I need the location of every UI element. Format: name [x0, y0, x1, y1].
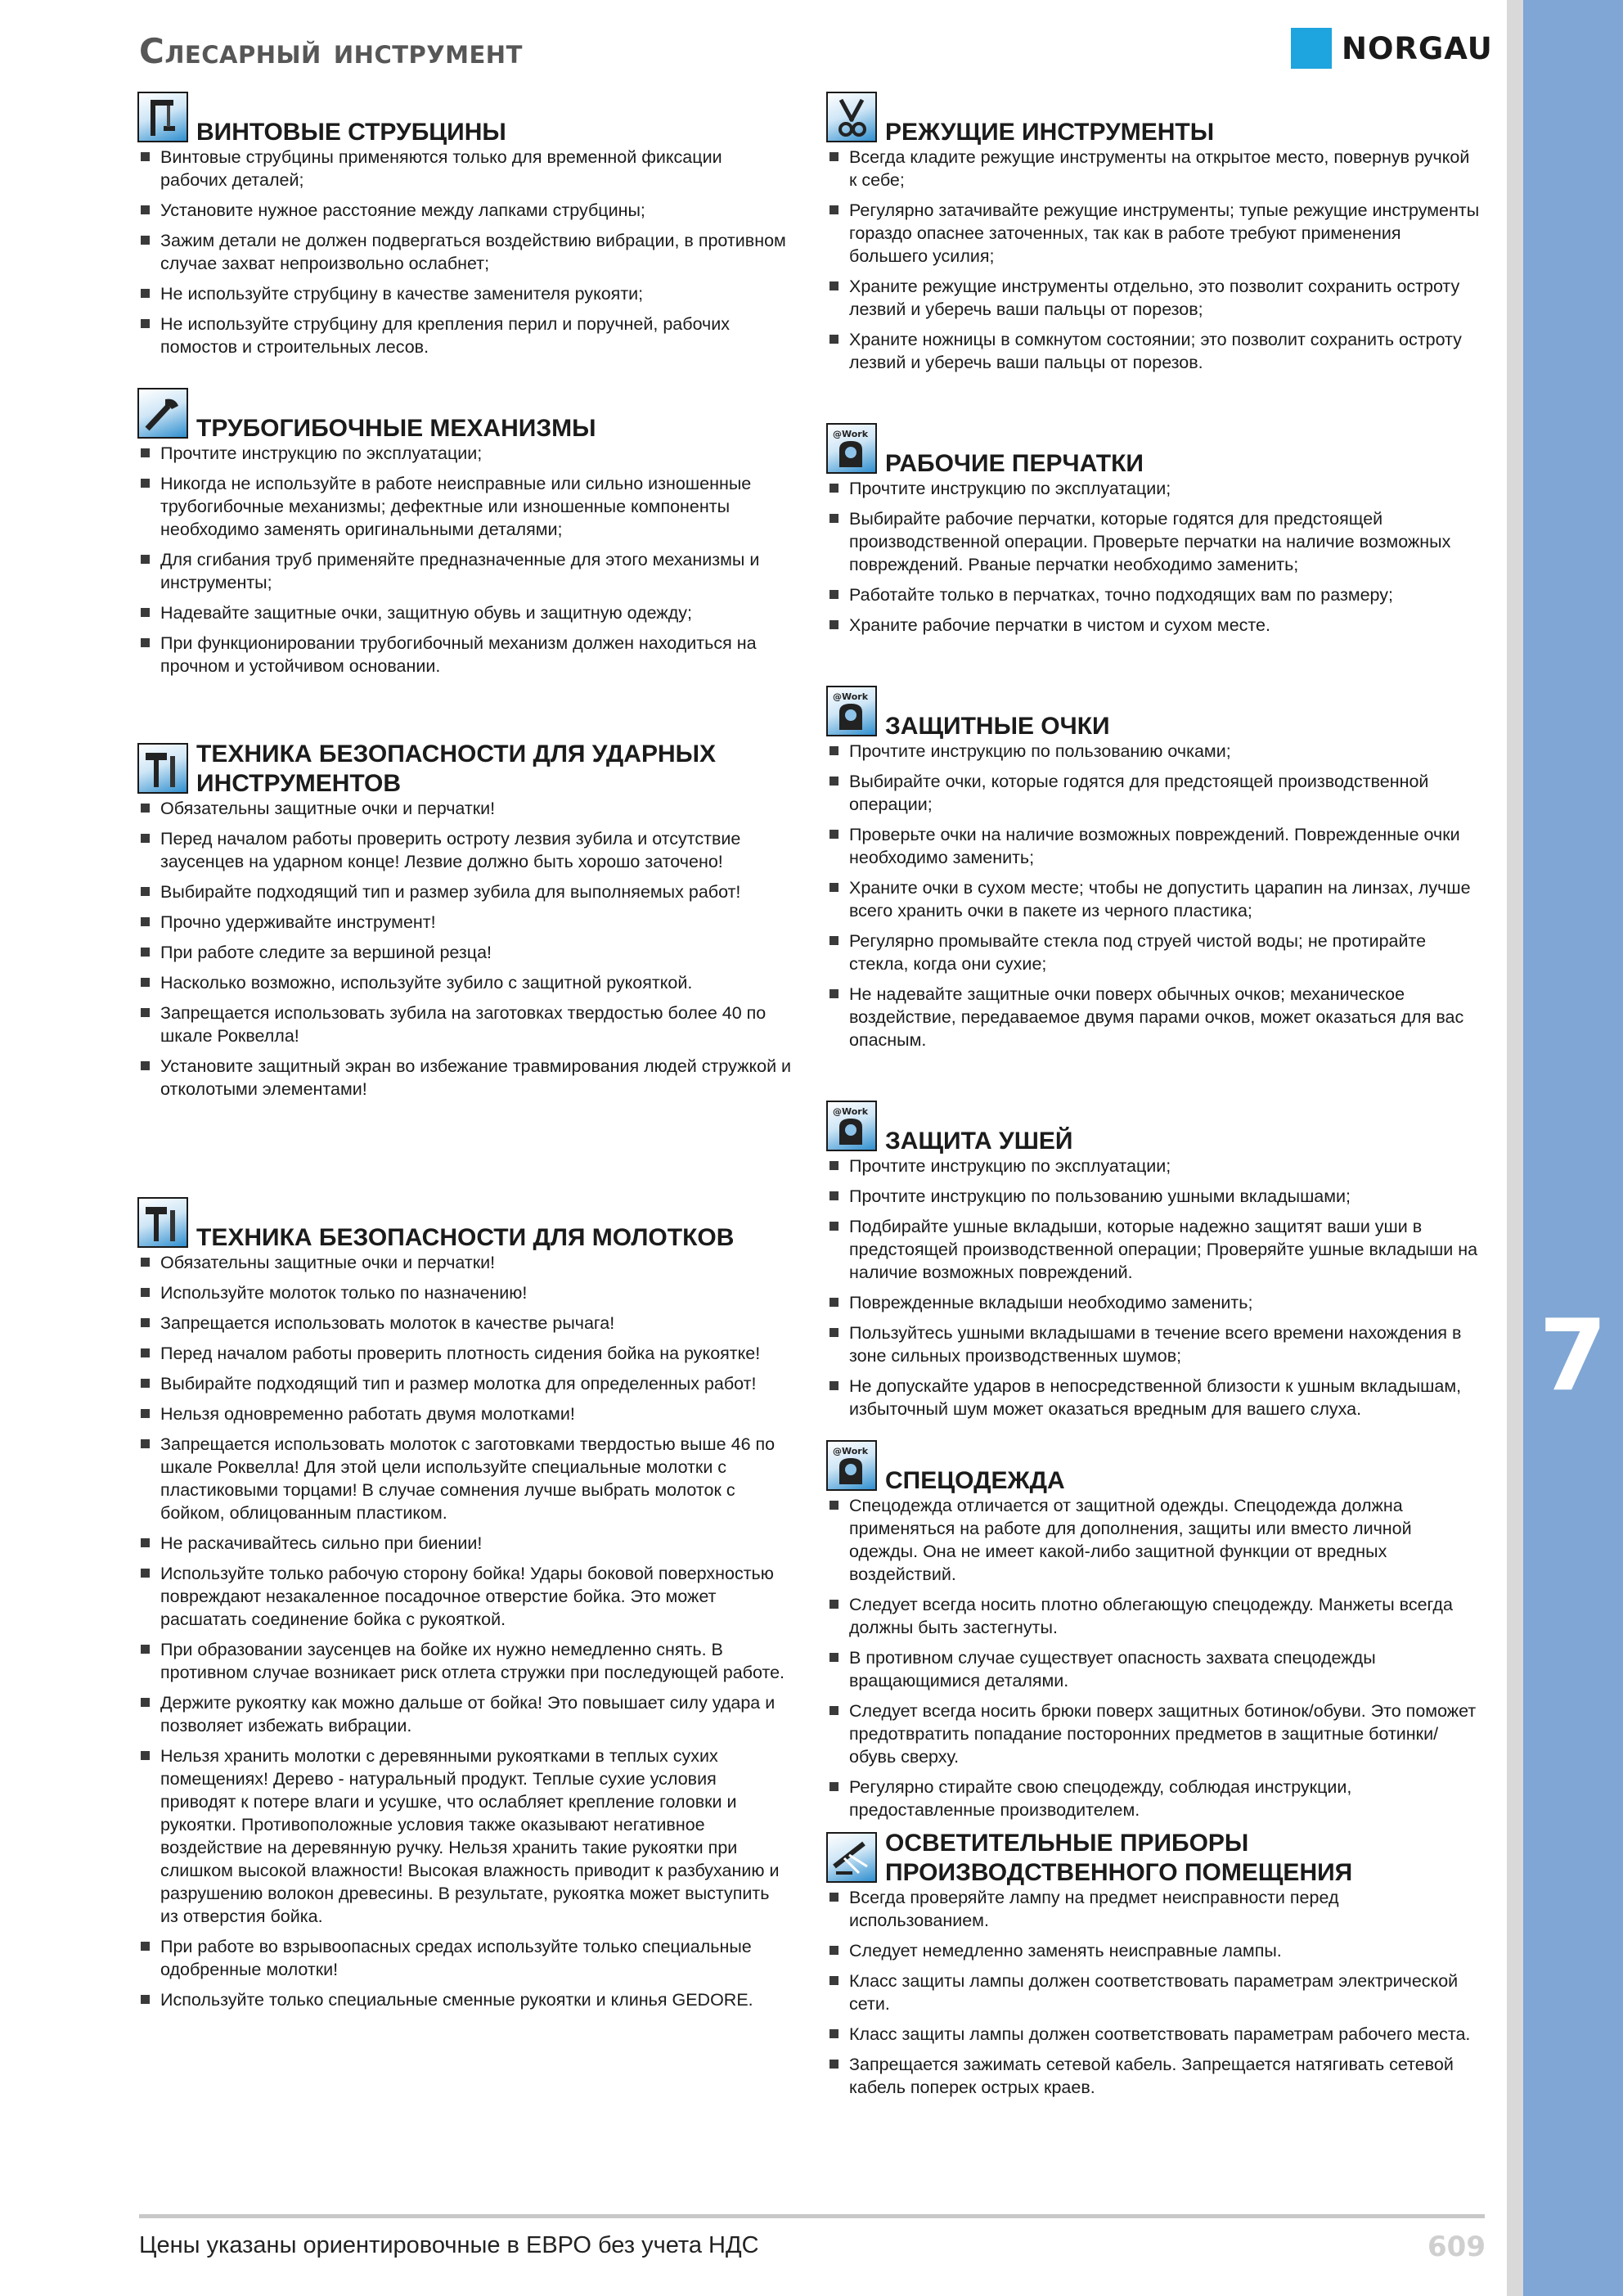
section-screw-clamps	[137, 92, 792, 358]
list-item: Нельзя одновременно работать двумя молотками!	[137, 1402, 792, 1425]
section-title: ОСВЕТИТЕЛЬНЫЕ ПРИБОРЫ ПРОИЗВОДСТВЕННОГО ПОМЕЩЕНИЯ	[885, 1830, 1353, 1886]
ear-protection-icon	[826, 1101, 877, 1151]
list-item: Установите нужное расстояние между лапками струбцины;	[137, 199, 792, 222]
list-item: Пользуйтесь ушными вкладышами в течение всего времени нахождения в зоне сильных производственных шумов;	[826, 1321, 1481, 1367]
list-item: Класс защиты лампы должен соответствовать параметрам рабочего места.	[826, 2023, 1481, 2046]
list-item: Храните очки в сухом месте; чтобы не допустить царапин на линзах, лучше всего хранить очки в пакете из черного пластика;	[826, 876, 1481, 922]
section-ear-protection	[826, 1101, 1481, 1420]
list-item: Запрещается использовать молоток с заготовками твердостью выше 46 по шкале Роквелла! Для этой цели используйте специальные молотки с пластиковыми торцами! В случае сомнения лучше выбрать молоток с бойком, облицованным пластиком.	[137, 1433, 792, 1524]
sidebar-separator	[1507, 0, 1523, 2296]
bullet-list	[137, 1251, 792, 2011]
list-item: Насколько возможно, используйте зубило с защитной рукояткой.	[137, 971, 792, 994]
brand-logo	[1291, 28, 1493, 69]
list-item: Проверьте очки на наличие возможных повреждений. Поврежденные очки необходимо заменить;	[826, 823, 1481, 869]
list-item: Регулярно стирайте свою спецодежду, соблюдая инструкции, предоставленные производителем.	[826, 1776, 1481, 1821]
section-title: ВИНТОВЫЕ СТРУБЦИНЫ	[196, 119, 506, 146]
list-item: Запрещается использовать молоток в качестве рычага!	[137, 1312, 792, 1335]
footer-divider	[139, 2214, 1485, 2218]
section-title: РЕЖУЩИЕ ИНСТРУМЕНТЫ	[885, 119, 1215, 146]
list-item: Поврежденные вкладыши необходимо заменить;	[826, 1291, 1481, 1314]
section-title: ТЕХНИКА БЕЗОПАСНОСТИ ДЛЯ УДАРНЫХ ИНСТРУМЕНТОВ	[196, 741, 717, 797]
right-column	[826, 92, 1481, 2106]
list-item: Выбирайте подходящий тип и размер зубила для выполняемых работ!	[137, 880, 792, 903]
list-item: Работайте только в перчатках, точно подходящих вам по размеру;	[826, 583, 1481, 606]
list-item: Спецодежда отличается от защитной одежды. Спецодежда должна применяться на работе для дополнения, защиты или вместо личной одежды. Она не имеет какой-либо защитной функции от вредных воздействий.	[826, 1494, 1481, 1586]
list-item: Не раскачивайтесь сильно при биении!	[137, 1532, 792, 1555]
page-number: 609	[1427, 2231, 1486, 2263]
list-item: Обязательны защитные очки и перчатки!	[137, 1251, 792, 1274]
list-item: Всегда проверяйте лампу на предмет неисправности перед использованием.	[826, 1886, 1481, 1932]
list-item: Надевайте защитные очки, защитную обувь и защитную одежду;	[137, 601, 792, 624]
list-item: Перед началом работы проверить плотность сидения бойка на рукоятке!	[137, 1342, 792, 1365]
section-workwear	[826, 1440, 1481, 1821]
hammer-chisel-icon	[137, 743, 188, 794]
svg-text:@Work: @Work	[833, 1106, 869, 1117]
list-item: Запрещается зажимать сетевой кабель. Запрещается натягивать сетевой кабель поперек острых краев.	[826, 2053, 1481, 2099]
hammer-icon	[137, 1197, 188, 1248]
list-item: Следует всегда носить брюки поверх защитных ботинок/обуви. Это поможет предотвратить попадание посторонних предметов в защитные ботинки/обувь сверху.	[826, 1699, 1481, 1768]
section-hammer-safety	[137, 1197, 792, 2011]
list-item: Регулярно затачивайте режущие инструменты; тупые режущие инструменты гораздо опаснее заточенных, так как в работе требуют применения большего усилия;	[826, 199, 1481, 268]
section-title: ЗАЩИТА УШЕЙ	[885, 1128, 1073, 1155]
section-pipe-benders	[137, 388, 792, 678]
page-title: Слесарный инструмент	[139, 31, 523, 71]
section-title: ЗАЩИТНЫЕ ОЧКИ	[885, 713, 1110, 740]
bullet-list	[826, 1886, 1481, 2099]
list-item: Прочтите инструкцию по эксплуатации;	[137, 442, 792, 465]
list-item: Выбирайте очки, которые годятся для предстоящей производственной операции;	[826, 770, 1481, 816]
list-item: Используйте только специальные сменные рукоятки и клинья GEDORE.	[137, 1988, 792, 2011]
list-item: Запрещается использовать зубила на заготовках твердостью более 40 по шкале Роквелла!	[137, 1002, 792, 1047]
list-item: Прочтите инструкцию по эксплуатации;	[826, 477, 1481, 500]
chapter-sidebar	[1523, 0, 1623, 2296]
list-item: Не надевайте защитные очки поверх обычных очков; механическое воздействие, передаваемое двумя парами очков, может оказаться для вас опасным.	[826, 983, 1481, 1051]
section-title: ТРУБОГИБОЧНЫЕ МЕХАНИЗМЫ	[196, 415, 596, 442]
bullet-list	[826, 146, 1481, 374]
list-item: Всегда кладите режущие инструменты на открытое место, повернув ручкой к себе;	[826, 146, 1481, 191]
list-item: Винтовые струбцины применяются только для временной фиксации рабочих деталей;	[137, 146, 792, 191]
list-item: Выбирайте подходящий тип и размер молотка для определенных работ!	[137, 1372, 792, 1395]
list-item: При работе во взрывоопасных средах используйте только специальные одобренные молотки!	[137, 1935, 792, 1981]
bullet-list	[137, 146, 792, 358]
list-item: Используйте только рабочую сторону бойка! Удары боковой поверхностью повреждают незакаленное посадочное отверстие бойка. Это может расшатать соединение бойка с рукояткой.	[137, 1562, 792, 1631]
list-item: Не допускайте ударов в непосредственной близости к ушным вкладышам, избыточный шум может оказаться вредным для вашего слуха.	[826, 1375, 1481, 1420]
bullet-list	[826, 1155, 1481, 1420]
bullet-list	[137, 442, 792, 678]
list-item: При образовании заусенцев на бойке их нужно немедленно снять. В противном случае возникает риск отлета стружки при последующей работе.	[137, 1638, 792, 1684]
list-item: Храните ножницы в сомкнутом состоянии; это позволит сохранить остроту лезвий и уберечь ваши пальцы от порезов.	[826, 328, 1481, 374]
list-item: Для сгибания труб применяйте предназначенные для этого механизмы и инструменты;	[137, 548, 792, 594]
list-item: Подбирайте ушные вкладыши, которые надежно защитят ваши уши в предстоящей производственной операции; Проверяйте ушные вкладыши на наличие возможных повреждений.	[826, 1215, 1481, 1284]
lamp-icon	[826, 1832, 877, 1883]
list-item: При функционировании трубогибочный механизм должен находиться на прочном и устойчивом основании.	[137, 632, 792, 678]
list-item: Зажим детали не должен подвергаться воздействию вибрации, в противном случае захват непроизвольно ослабнет;	[137, 229, 792, 275]
section-workplace-lighting	[826, 1829, 1481, 2099]
section-work-gloves	[826, 423, 1481, 637]
list-item: Класс защиты лампы должен соответствовать параметрам электрической сети.	[826, 1970, 1481, 2015]
brand-name: NORGAU	[1342, 30, 1493, 66]
brand-square-icon	[1291, 28, 1332, 69]
list-item: Храните режущие инструменты отдельно, это позволит сохранить остроту лезвий и уберечь ваши пальцы от порезов;	[826, 275, 1481, 321]
safety-glasses-icon	[826, 686, 877, 736]
workwear-icon	[826, 1440, 877, 1491]
section-title: СПЕЦОДЕЖДА	[885, 1467, 1065, 1494]
list-item: Выбирайте рабочие перчатки, которые годятся для предстоящей производственной операции. Проверьте перчатки на наличие возможных повреждений. Рваные перчатки необходимо заменить;	[826, 507, 1481, 576]
list-item: Нельзя хранить молотки с деревянными рукоятками в теплых сухих помещениях! Дерево - натуральный продукт. Теплые сухие условия приводят к потере влаги и усушке, что ослабляет крепление головки и рукоятки. Противоположные условия также оказывают негативное воздействие на деревянную ручку. Нельзя хранить такие рукоятки при слишком высокой влажности! Высокая влажность приводит к разбуханию и разрушению волокон древесины. В результате, рукоятка может выступить из отверстия бойка.	[137, 1745, 792, 1928]
chapter-number: 7	[1539, 1299, 1607, 1413]
list-item: Прочно удерживайте инструмент!	[137, 911, 792, 934]
list-item: Перед началом работы проверить остроту лезвия зубила и отсутствие заусенцев на ударном конце! Лезвие должно быть хорошо заточено!	[137, 827, 792, 873]
list-item: Не используйте струбцину в качестве заменителя рукояти;	[137, 282, 792, 305]
work-gloves-icon	[826, 423, 877, 474]
bullet-list	[826, 740, 1481, 1051]
list-item: Храните рабочие перчатки в чистом и сухом месте.	[826, 614, 1481, 637]
list-item: Используйте молоток только по назначению!	[137, 1281, 792, 1304]
section-cutting-tools	[826, 92, 1481, 374]
left-column	[137, 92, 792, 2019]
footer-note: Цены указаны ориентировочные в ЕВРО без учета НДС	[139, 2232, 759, 2258]
svg-text:@Work: @Work	[833, 429, 869, 439]
clamp-icon	[137, 92, 188, 142]
section-impact-tools-safety	[137, 740, 792, 1101]
section-title: ТЕХНИКА БЕЗОПАСНОСТИ ДЛЯ МОЛОТКОВ	[196, 1224, 735, 1251]
list-item: Держите рукоятку как можно дальше от бойка! Это повышает силу удара и позволяет избежать вибрации.	[137, 1691, 792, 1737]
list-item: Регулярно промывайте стекла под струей чистой воды; не протирайте стекла, когда они сухие;	[826, 930, 1481, 975]
bullet-list	[826, 1494, 1481, 1821]
section-safety-glasses	[826, 686, 1481, 1051]
list-item: Следует немедленно заменять неисправные лампы.	[826, 1939, 1481, 1962]
list-item: При работе следите за вершиной резца!	[137, 941, 792, 964]
list-item: Никогда не используйте в работе неисправные или сильно изношенные трубогибочные механизмы; дефектные или изношенные компоненты необходимо заменять оригинальными деталями;	[137, 472, 792, 541]
list-item: Обязательны защитные очки и перчатки!	[137, 797, 792, 820]
bullet-list	[826, 477, 1481, 637]
list-item: Не используйте струбцину для крепления перил и поручней, рабочих помостов и строительных лесов.	[137, 313, 792, 358]
list-item: Прочтите инструкцию по пользованию ушными вкладышами;	[826, 1185, 1481, 1208]
svg-text:@Work: @Work	[833, 1446, 869, 1456]
list-item: Прочтите инструкцию по пользованию очками;	[826, 740, 1481, 763]
pipe-wrench-icon	[137, 388, 188, 439]
bullet-list	[137, 797, 792, 1101]
section-title: РАБОЧИЕ ПЕРЧАТКИ	[885, 450, 1144, 477]
svg-text:@Work: @Work	[833, 691, 869, 702]
list-item: Установите защитный экран во избежание травмирования людей стружкой и отколотыми элементами!	[137, 1055, 792, 1101]
list-item: В противном случае существует опасность захвата спецодежды вращающимися деталями.	[826, 1646, 1481, 1692]
list-item: Прочтите инструкцию по эксплуатации;	[826, 1155, 1481, 1177]
list-item: Следует всегда носить плотно облегающую спецодежду. Манжеты всегда должны быть застегнуты.	[826, 1593, 1481, 1639]
cutting-tools-icon	[826, 92, 877, 142]
